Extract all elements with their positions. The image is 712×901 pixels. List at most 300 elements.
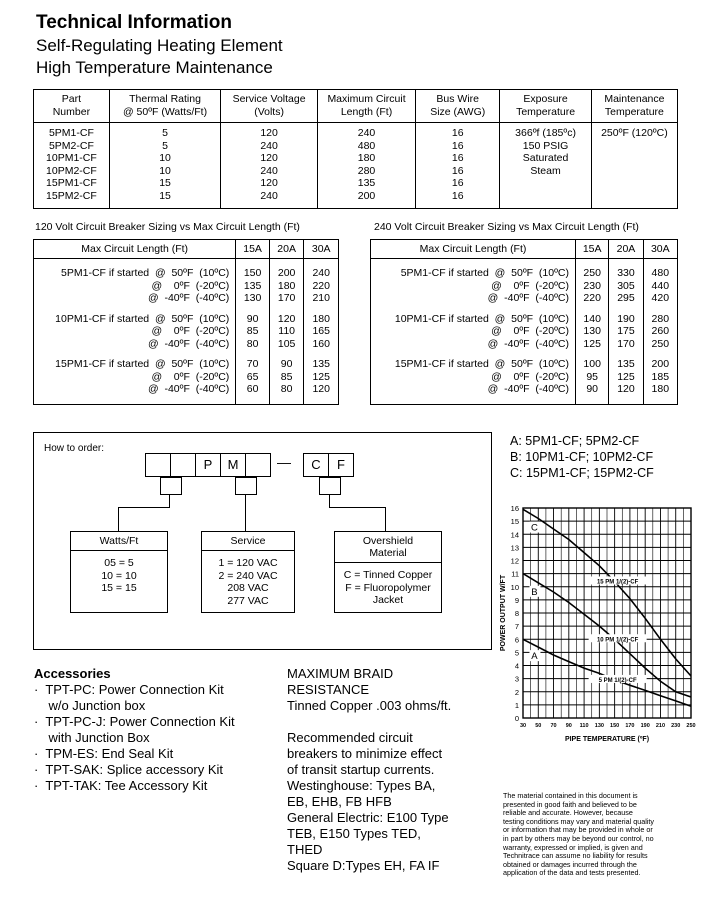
- breaker-value: 180: [651, 383, 670, 395]
- breaker-value: 165: [312, 325, 330, 337]
- watts-option: 15 = 15: [101, 582, 137, 594]
- breaker-a15-values: [236, 350, 270, 404]
- service-box-title: Service: [202, 532, 294, 551]
- breaker-a20-values: [609, 350, 643, 404]
- breaker-condition-line: 15PM1-CF if started @ 50ºF (10ºC): [55, 358, 230, 370]
- breaker-condition-label: [34, 259, 236, 305]
- code-dash: —: [277, 454, 291, 470]
- overshield-title-line1: Overshield: [362, 535, 414, 547]
- exposure-line: 150 PSIG: [522, 139, 569, 152]
- legend-item-a: A: 5PM1-CF; 5PM2-CF: [510, 434, 640, 448]
- overshield-box-options: [335, 563, 441, 607]
- exposure-line: Steam: [530, 164, 561, 177]
- disclaimer-line: application of the data and tests presented.: [503, 868, 641, 878]
- x-tick-label: 30: [519, 723, 527, 729]
- breaker-value: 175: [617, 325, 635, 337]
- breaker-condition-label: [371, 350, 576, 404]
- legend-item-b: B: 10PM1-CF; 10PM2-CF: [510, 450, 654, 464]
- breaker-value: 120: [312, 383, 330, 395]
- breaker-condition-line: 15PM1-CF if started @ 50ºF (10ºC): [394, 358, 569, 370]
- breaker-value: 105: [277, 337, 296, 350]
- breaker-a15-values: [236, 259, 270, 305]
- breaker-condition-line: @ -40ºF (-40ºC): [487, 337, 569, 350]
- spec-header-line: Bus Wire: [436, 93, 480, 105]
- breaker-header-amps: 30A: [304, 240, 339, 259]
- spec-header-cell: [109, 90, 220, 123]
- watts-box-title: Watts/Ft: [71, 532, 167, 551]
- breaker-condition-line: @ -40ºF (-40ºC): [487, 383, 569, 395]
- breaker-value: 220: [583, 292, 601, 304]
- thermal-rating: 15: [159, 177, 171, 189]
- accessory-item: w/o Junction box: [34, 698, 146, 713]
- breaker-value: 85: [280, 370, 293, 383]
- spec-header-line: Maximum Circuit: [327, 93, 406, 105]
- disclaimer-line: reliable and accurate. However, because: [503, 808, 633, 818]
- max-length: 240: [357, 127, 376, 139]
- breaker-condition-line: @ -40ºF (-40ºC): [147, 337, 230, 350]
- overshield-option: F = Fluoropolymer: [345, 581, 431, 594]
- breaker-value: 125: [312, 370, 330, 383]
- spec-header-cell: [221, 90, 318, 123]
- watts-box: [70, 531, 168, 613]
- breaker-240-title: 240 Volt Circuit Breaker Sizing vs Max Circuit Length (Ft): [374, 221, 639, 233]
- part-number: 5PM1-CF: [48, 127, 94, 139]
- breaker-condition-line: @ -40ºF (-40ºC): [147, 292, 230, 304]
- breaker-value: 130: [583, 325, 601, 337]
- bus-wire: 16: [451, 139, 464, 152]
- x-tick-label: 130: [594, 723, 604, 729]
- breaker-header-row: [371, 240, 678, 259]
- breaker-condition-label: [34, 350, 236, 404]
- y-tick-label: 10: [510, 582, 519, 592]
- overshield-box-title: [335, 532, 441, 563]
- watts-option: 10 = 10: [101, 569, 137, 582]
- spec-table-body: [34, 123, 678, 209]
- breaker-group-row: [371, 259, 678, 305]
- breaker-value: 140: [583, 312, 601, 325]
- part-number: 15PM1-CF: [46, 177, 97, 189]
- recommended-breakers-text: [287, 730, 487, 874]
- code-box-m: M: [220, 453, 246, 477]
- y-tick-label: 4: [514, 661, 519, 671]
- max-length: 480: [357, 139, 376, 152]
- y-tick-label: 5: [514, 648, 519, 658]
- spec-header-line: Number: [52, 106, 91, 118]
- part-number: 15PM2-CF: [46, 189, 97, 202]
- breaker-condition-line: @ 0ºF (-20ºC): [151, 370, 230, 383]
- accessory-item: · TPM-ES: End Seal Kit: [34, 746, 174, 761]
- thermal-rating: 10: [159, 164, 171, 177]
- breaker-value: 65: [246, 370, 259, 383]
- y-tick-label: 16: [510, 504, 519, 513]
- accessory-item: with Junction Box: [34, 730, 150, 745]
- breaker-condition-label: [34, 305, 236, 351]
- thermal-rating: 5: [162, 139, 168, 152]
- spec-header-line: Temperature: [604, 106, 664, 118]
- breaker-value: 260: [651, 325, 670, 337]
- breaker-a20-values: [269, 305, 304, 351]
- breaker-group-row: [34, 350, 339, 404]
- breaker-value: 60: [246, 383, 259, 395]
- series-label: 10 PM 1/(2)-CF: [596, 637, 639, 644]
- service-voltage: 120: [260, 127, 278, 139]
- bus-wire: 16: [451, 164, 464, 177]
- breaker-value: 420: [651, 292, 670, 304]
- service-voltage: 120: [260, 177, 278, 189]
- y-tick-label: 0: [514, 714, 519, 723]
- breaker-a30-values: [643, 259, 677, 305]
- breaker-value: 480: [651, 267, 670, 279]
- breaker-value: 220: [312, 279, 330, 292]
- spec-header-line: Part: [61, 93, 82, 105]
- braid-resistance-section: [287, 666, 487, 874]
- breaker-group-row: [371, 350, 678, 404]
- breaker-value: 200: [277, 267, 296, 279]
- breaker-a15-values: [576, 259, 609, 305]
- bus-wire: 16: [451, 152, 464, 164]
- disclaimer-line: or information that may be provided in whole or: [503, 825, 653, 835]
- breaker-condition-line: 5PM1-CF if started @ 50ºF (10ºC): [61, 267, 230, 279]
- max-length-column: [317, 123, 415, 209]
- breaker-a20-values: [609, 305, 643, 351]
- breaker-value: 90: [246, 312, 259, 325]
- service-option: 1 = 120 VAC: [218, 557, 278, 569]
- watts-option: 05 = 5: [104, 557, 134, 569]
- breaker-header-label: Max Circuit Length (Ft): [371, 240, 576, 259]
- maintenance-column: [591, 123, 677, 209]
- breaker-value: 135: [617, 358, 635, 370]
- page-subtitle: Self-Regulating Heating Element: [36, 36, 283, 55]
- breaker-value: 180: [312, 312, 330, 325]
- breaker-value: 250: [583, 267, 601, 279]
- page-title: Technical Information: [36, 12, 233, 33]
- breaker-header-label: Max Circuit Length (Ft): [34, 240, 236, 259]
- breaker-value: 210: [312, 292, 330, 304]
- x-tick-label: 90: [565, 723, 572, 729]
- series-label: 15 PM 1/(2)-CF: [596, 579, 639, 586]
- breaker-value: 130: [243, 292, 262, 304]
- code-box-2: [170, 453, 196, 477]
- breaker-header-amps: 30A: [643, 240, 677, 259]
- y-tick-label: 6: [514, 635, 519, 645]
- how-to-order-label: How to order:: [44, 443, 105, 454]
- bus-wire: 16: [451, 177, 464, 189]
- braid-line: Tinned Copper .003 ohms/ft.: [287, 698, 452, 713]
- spec-header-line: Maintenance: [604, 93, 665, 105]
- breaker-value: 185: [651, 370, 670, 383]
- spec-header-line: (Volts): [254, 106, 284, 118]
- breaker-header-amps: 15A: [576, 240, 609, 259]
- breaker-value: 200: [651, 358, 670, 370]
- x-tick-label: 210: [655, 723, 666, 729]
- code-box-p: P: [195, 453, 221, 477]
- part-number-column: [34, 123, 110, 209]
- overshield-connector-v1: [329, 494, 330, 507]
- breaker-120-title: 120 Volt Circuit Breaker Sizing vs Max Circuit Length (Ft): [35, 221, 300, 233]
- breaker-120-table: [33, 239, 339, 405]
- breaker-recommendation-line: breakers to minimize effect: [287, 746, 443, 761]
- breaker-condition-label: [371, 259, 576, 305]
- accessory-item: · TPT-SAK: Splice accessory Kit: [34, 762, 224, 777]
- breaker-a20-values: [269, 350, 304, 404]
- series-marker: C: [531, 522, 538, 534]
- part-number: 10PM1-CF: [46, 152, 97, 164]
- exposure-line: 366ºf (185ºc): [515, 127, 576, 139]
- breaker-value: 85: [246, 325, 259, 337]
- spec-header-line: @ 50ºF (Watts/Ft): [122, 106, 208, 118]
- x-tick-label: 150: [610, 723, 620, 729]
- breaker-header-amps: 20A: [609, 240, 643, 259]
- service-voltage-column: [221, 123, 318, 209]
- service-stem: [235, 477, 257, 495]
- breaker-value: 120: [617, 383, 635, 395]
- power-output-chart: [496, 500, 708, 750]
- service-box: [201, 531, 295, 613]
- breaker-value: 120: [277, 312, 296, 325]
- breaker-value: 250: [651, 337, 670, 350]
- max-length: 280: [357, 164, 376, 177]
- breaker-a30-values: [643, 350, 677, 404]
- breaker-a15-values: [576, 350, 609, 404]
- breaker-group-row: [34, 305, 339, 351]
- breaker-condition-line: 5PM1-CF if started @ 50ºF (10ºC): [400, 267, 569, 279]
- breaker-header-amps: 20A: [269, 240, 304, 259]
- spec-header-cell: [34, 90, 110, 123]
- service-voltage: 120: [260, 152, 278, 164]
- spec-header-line: Exposure: [523, 93, 568, 105]
- spec-table-header: [34, 90, 678, 123]
- service-voltage: 240: [260, 139, 278, 152]
- spec-header-line: Length (Ft): [340, 106, 393, 118]
- breaker-240-table: [370, 239, 678, 405]
- spec-table: [33, 89, 678, 209]
- breaker-condition-line: @ 0ºF (-20ºC): [491, 370, 569, 383]
- breaker-value: 160: [312, 337, 330, 350]
- breaker-value: 125: [583, 337, 601, 350]
- breaker-value: 90: [280, 358, 293, 370]
- y-axis-label: POWER OUTPUT W/FT: [500, 574, 507, 652]
- accessory-item: · TPT-PC-J: Power Connection Kit: [34, 714, 235, 729]
- breaker-value: 240: [312, 267, 330, 279]
- x-tick-label: 110: [579, 723, 589, 729]
- breaker-a30-values: [304, 259, 339, 305]
- breaker-value: 110: [278, 325, 296, 337]
- chart-legend: [510, 433, 654, 481]
- x-axis-label: PIPE TEMPERATURE (ºF): [564, 736, 650, 743]
- breaker-condition-line: @ 0ºF (-20ºC): [491, 325, 569, 337]
- breaker-value: 70: [246, 358, 259, 370]
- watts-connector-v1: [169, 494, 170, 507]
- y-tick-label: 7: [514, 622, 519, 632]
- spec-header-cell: [317, 90, 415, 123]
- series-marker: B: [531, 586, 538, 598]
- breaker-group-row: [34, 259, 339, 305]
- service-voltage: 240: [260, 164, 278, 177]
- service-option: 208 VAC: [227, 582, 269, 594]
- breaker-value: 330: [617, 267, 635, 279]
- disclaimer-line: in part by others may be beyond our control, no: [503, 833, 654, 843]
- page-subtitle-2: High Temperature Maintenance: [36, 58, 273, 77]
- spec-header-line: Temperature: [516, 106, 576, 118]
- part-number: 5PM2-CF: [48, 139, 94, 152]
- series-label: 5 PM 1/(2)-CF: [598, 677, 637, 684]
- overshield-connector-v2: [385, 507, 386, 531]
- series-marker: A: [531, 651, 538, 663]
- breaker-value: 280: [651, 312, 670, 325]
- how-to-order-panel: [33, 432, 492, 650]
- spec-header-cell: [591, 90, 677, 123]
- breaker-a20-values: [269, 259, 304, 305]
- breaker-value: 440: [651, 279, 670, 292]
- y-tick-label: 12: [510, 556, 519, 566]
- breaker-condition-line: 10PM1-CF if started @ 50ºF (10ºC): [55, 312, 230, 325]
- bus-wire: 16: [451, 127, 464, 139]
- y-tick-label: 9: [514, 595, 519, 605]
- service-voltage: 240: [260, 189, 278, 202]
- breaker-condition-label: [371, 305, 576, 351]
- breaker-value: 150: [243, 267, 262, 279]
- breaker-value: 305: [617, 279, 635, 292]
- x-tick-label: 170: [625, 723, 635, 729]
- y-tick-label: 2: [514, 687, 519, 697]
- spec-header-line: Thermal Rating: [129, 93, 201, 105]
- spec-header-line: Size (AWG): [430, 106, 486, 118]
- disclaimer-line: testing conditions may vary and material quality: [503, 816, 655, 826]
- max-length: 200: [357, 189, 376, 202]
- breaker-recommendation-line: THED: [287, 842, 323, 857]
- disclaimer-line: obtained or damages incurred through the: [503, 859, 637, 869]
- breaker-recommendation-line: EB, EHB, FB HFB: [287, 794, 392, 809]
- breaker-header-row: [34, 240, 339, 259]
- breaker-value: 190: [617, 312, 635, 325]
- breaker-value: 170: [617, 337, 635, 350]
- breaker-value: 135: [312, 358, 330, 370]
- braid-resistance-text: [287, 666, 487, 714]
- spec-header-cell: [500, 90, 591, 123]
- y-tick-label: 3: [514, 674, 519, 684]
- code-box-f: F: [328, 453, 354, 477]
- breaker-condition-line: @ 0ºF (-20ºC): [491, 279, 569, 292]
- breaker-value: 95: [586, 370, 598, 383]
- breaker-value: 90: [586, 383, 598, 395]
- x-tick-label: 190: [640, 723, 650, 729]
- spec-header-line: Service Voltage: [232, 93, 306, 105]
- braid-line: MAXIMUM BRAID: [287, 666, 394, 681]
- breaker-a15-values: [576, 305, 609, 351]
- breaker-recommendation-line: of transit startup currents.: [287, 762, 435, 777]
- thermal-rating: 5: [162, 127, 168, 139]
- breaker-value: 80: [246, 337, 259, 350]
- spec-header-cell: [416, 90, 500, 123]
- x-tick-label: 250: [686, 723, 696, 729]
- watts-connector-h: [118, 507, 170, 508]
- disclaimer-line: The material contained in this document is: [503, 791, 638, 800]
- y-tick-label: 8: [514, 609, 519, 618]
- accessory-item: · TPT-PC: Power Connection Kit: [34, 682, 224, 697]
- breaker-a30-values: [304, 350, 339, 404]
- exposure-line: Saturated: [522, 152, 569, 164]
- disclaimer-line: presented in good faith and believed to be: [503, 799, 637, 809]
- x-tick-label: 230: [671, 723, 681, 729]
- overshield-stem: [319, 477, 341, 495]
- y-tick-label: 13: [510, 543, 519, 553]
- overshield-box: [334, 531, 442, 613]
- breaker-value: 135: [243, 279, 262, 292]
- overshield-connector-h: [329, 507, 386, 508]
- code-box-1: [145, 453, 171, 477]
- service-option: 2 = 240 VAC: [218, 569, 278, 582]
- breaker-recommendation-line: General Electric: E100 Type: [287, 810, 449, 825]
- disclaimer-line: warranty, expressed or implied, is given and: [503, 842, 643, 852]
- disclaimer: [503, 792, 703, 878]
- overshield-title-line2: Material: [369, 547, 407, 559]
- breaker-group-row: [371, 305, 678, 351]
- max-length: 180: [357, 152, 376, 164]
- legend-item-c: C: 15PM1-CF; 15PM2-CF: [510, 466, 654, 480]
- breaker-a20-values: [609, 259, 643, 305]
- breaker-value: 230: [583, 279, 601, 292]
- braid-line: RESISTANCE: [287, 682, 370, 697]
- breaker-condition-line: @ 0ºF (-20ºC): [151, 279, 230, 292]
- overshield-option: Jacket: [372, 594, 404, 606]
- x-tick-label: 70: [550, 723, 557, 729]
- bus-wire: 16: [451, 189, 464, 202]
- exposure-column: [500, 123, 591, 209]
- watts-box-options: [71, 551, 167, 595]
- breaker-condition-line: @ 0ºF (-20ºC): [151, 325, 230, 337]
- max-length: 135: [357, 177, 376, 189]
- code-box-c: C: [303, 453, 329, 477]
- breaker-recommendation-line: Westinghouse: Types BA,: [287, 778, 436, 793]
- thermal-rating: 15: [159, 189, 171, 202]
- breaker-recommendation-line: Square D:Types EH, FA IF: [287, 858, 440, 873]
- thermal-rating: 10: [159, 152, 171, 164]
- accessory-item: · TPT-TAK: Tee Accessory Kit: [34, 778, 208, 793]
- y-tick-label: 14: [510, 530, 519, 540]
- accessories-section: [34, 666, 235, 794]
- y-tick-label: 1: [514, 700, 519, 710]
- y-tick-label: 15: [510, 517, 519, 527]
- service-option: 277 VAC: [227, 594, 269, 607]
- y-tick-label: 11: [511, 569, 519, 579]
- service-connector: [245, 494, 246, 531]
- breaker-header-amps: 15A: [236, 240, 270, 259]
- breaker-a30-values: [643, 305, 677, 351]
- breaker-a15-values: [236, 305, 270, 351]
- breaker-recommendation-line: TEB, E150 Types TED,: [287, 826, 421, 841]
- accessories-title: Accessories: [34, 666, 111, 681]
- maintenance-temperature: 250ºF (120ºC): [601, 127, 668, 139]
- service-box-options: [202, 551, 294, 607]
- code-box-5: [245, 453, 271, 477]
- breaker-value: 80: [280, 383, 293, 395]
- breaker-recommendation-line: Recommended circuit: [287, 730, 413, 745]
- breaker-condition-line: 10PM1-CF if started @ 50ºF (10ºC): [394, 312, 569, 325]
- part-number: 10PM2-CF: [46, 164, 97, 177]
- breaker-value: 170: [277, 292, 296, 304]
- watts-connector-v2: [118, 507, 119, 531]
- breaker-condition-line: @ -40ºF (-40ºC): [147, 383, 230, 395]
- breaker-value: 100: [583, 358, 601, 370]
- breaker-value: 295: [617, 292, 635, 304]
- disclaimer-line: Technitrace can assume no liability for results: [503, 851, 648, 861]
- watts-stem: [160, 477, 182, 495]
- accessories-list: [34, 682, 235, 794]
- breaker-value: 125: [617, 370, 635, 383]
- thermal-rating-column: [109, 123, 220, 209]
- bus-wire-column: [416, 123, 500, 209]
- breaker-value: 180: [277, 279, 296, 292]
